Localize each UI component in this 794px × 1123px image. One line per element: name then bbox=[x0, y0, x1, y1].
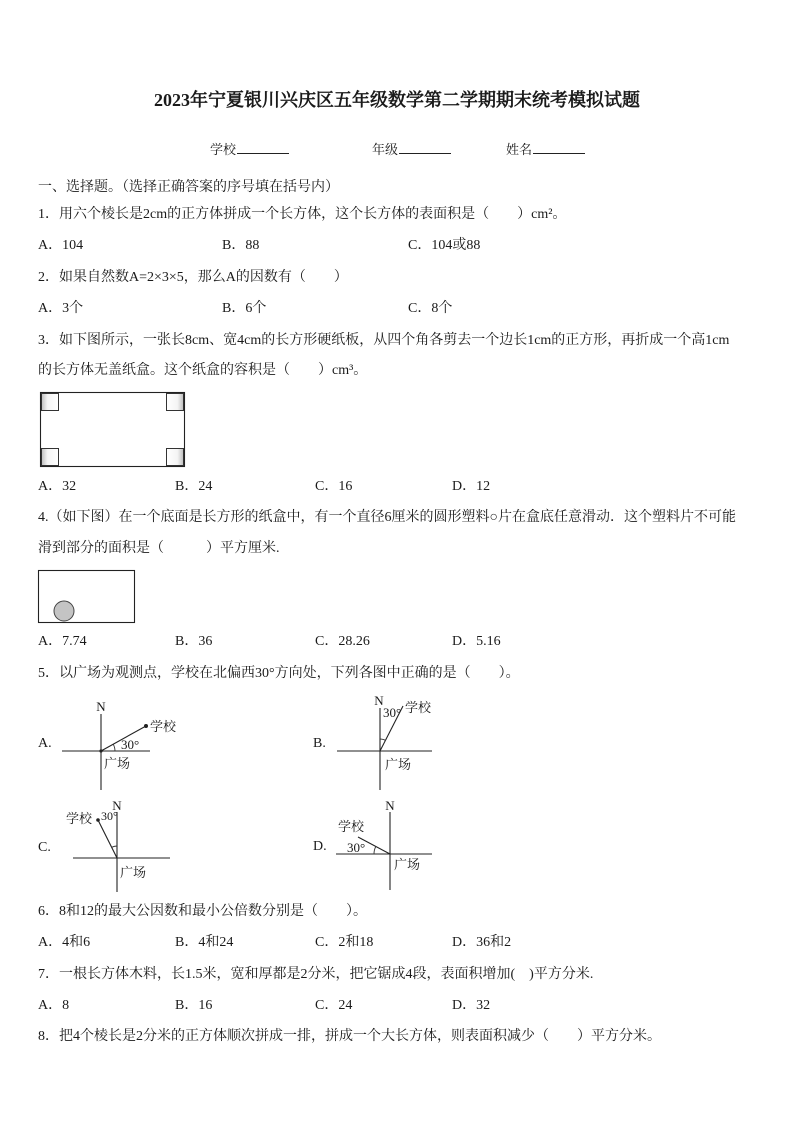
figure-d-north-label: N bbox=[385, 798, 395, 813]
question-5-figure-d bbox=[313, 798, 432, 890]
figure-c-north-label: N bbox=[112, 798, 122, 813]
figure-c-angle-label: 30° bbox=[101, 809, 118, 823]
figure-b-angle-label: 30° bbox=[383, 705, 402, 720]
figure-c-school-direction-line bbox=[98, 820, 117, 858]
box-bottom-outline bbox=[39, 571, 135, 623]
school-label: 学校 bbox=[210, 142, 237, 157]
school-blank bbox=[237, 141, 289, 154]
figure-d-angle-arc bbox=[374, 847, 376, 855]
grade-label: 年级 bbox=[372, 142, 399, 157]
grade-blank bbox=[399, 141, 451, 154]
question-4-option-a: A．7.74 bbox=[38, 634, 87, 649]
question-6-option-c: C．2和18 bbox=[315, 935, 374, 950]
question-4-option-b: B．36 bbox=[175, 634, 213, 649]
question-5-figure-b bbox=[313, 693, 432, 790]
question-3-text-line-1: 3．如下图所示，一张长8cm、宽4cm的长方形硬纸板，从四个角各剪去一个边长1cm的正方形，再折成一个高1cm bbox=[38, 333, 730, 348]
figure-b-plaza-label: 广场 bbox=[385, 757, 412, 772]
question-6-option-b: B．4和24 bbox=[175, 935, 234, 950]
figure-a-angle-label: 30° bbox=[121, 737, 140, 752]
question-2-option-c: C．8个 bbox=[408, 301, 453, 316]
question-2-text: 2．如果自然数A=2×3×5，那么A的因数有（ ） bbox=[38, 270, 348, 285]
question-6-option-a: A．4和6 bbox=[38, 935, 91, 950]
question-1-text: 1．用六个棱长是2cm的正方体拼成一个长方体，这个长方体的表面积是（ ）cm²。 bbox=[38, 207, 567, 222]
figure-b-school-direction-line bbox=[380, 706, 403, 751]
question-7-option-b: B．16 bbox=[175, 998, 213, 1013]
name-label: 姓名 bbox=[506, 142, 533, 157]
question-7-option-d: D．32 bbox=[452, 998, 491, 1013]
question-2-option-b: B．6个 bbox=[222, 301, 267, 316]
question-5-text: 5．以广场为观测点，学校在北偏西30°方向处，下列各图中正确的是（ ）。 bbox=[38, 666, 520, 681]
plastic-disc bbox=[54, 601, 74, 621]
name-blank bbox=[533, 141, 585, 154]
figure-d-option-label: D. bbox=[313, 839, 327, 854]
question-4-option-c: C．28.26 bbox=[315, 634, 370, 649]
name-field bbox=[506, 141, 585, 159]
question-3-option-d: D．12 bbox=[452, 479, 491, 494]
question-6-text: 6．8和12的最大公因数和最小公倍数分别是（ ）。 bbox=[38, 904, 367, 919]
question-3-option-c: C．16 bbox=[315, 479, 353, 494]
figure-a-plaza-label: 广场 bbox=[104, 756, 131, 771]
cut-corner-top-right bbox=[167, 394, 184, 411]
question-5-figure-a bbox=[38, 699, 177, 790]
question-6-option-d: D．36和2 bbox=[452, 935, 512, 950]
figure-b-angle-arc bbox=[380, 739, 386, 740]
figure-a-school-direction-line bbox=[101, 726, 146, 751]
cut-corner-bottom-right bbox=[167, 449, 184, 466]
section-heading: 一、选择题。（选择正确答案的序号填在括号内） bbox=[38, 180, 339, 195]
question-4-box-figure bbox=[39, 571, 135, 623]
cut-corner-bottom-left bbox=[42, 449, 59, 466]
question-1-option-a: A．104 bbox=[38, 238, 84, 253]
question-7-option-c: C．24 bbox=[315, 998, 353, 1013]
cut-corner-top-left bbox=[42, 394, 59, 411]
figure-b-school-label: 学校 bbox=[405, 700, 432, 715]
figure-a-angle-arc bbox=[113, 744, 115, 751]
question-3-cardboard-figure bbox=[41, 393, 185, 467]
school-field bbox=[210, 141, 289, 159]
question-7-text: 7．一根长方体木料，长1.5米，宽和厚都是2分米，把它锯成4段，表面积增加( )平方分米. bbox=[38, 967, 594, 982]
figure-d-school-label: 学校 bbox=[338, 819, 365, 834]
question-5-figure-c bbox=[38, 798, 170, 892]
question-3-option-a: A．32 bbox=[38, 479, 77, 494]
question-4-text-line-2: 滑到部分的面积是（ ）平方厘米. bbox=[38, 541, 280, 556]
figure-a-option-label: A. bbox=[38, 736, 52, 751]
question-1-option-c: C．104或88 bbox=[408, 238, 481, 253]
question-1-option-b: B．88 bbox=[222, 238, 260, 253]
figure-c-plaza-label: 广场 bbox=[120, 865, 147, 880]
cardboard-outline bbox=[41, 393, 185, 467]
figure-c-angle-arc bbox=[112, 846, 117, 847]
figure-b-option-label: B. bbox=[313, 736, 326, 751]
question-4-option-d: D．5.16 bbox=[452, 634, 501, 649]
figure-c-school-label: 学校 bbox=[65, 811, 92, 826]
question-3-option-b: B．24 bbox=[175, 479, 213, 494]
grade-field bbox=[372, 141, 451, 159]
figure-a-north-label: N bbox=[96, 699, 106, 714]
figure-d-plaza-label: 广场 bbox=[394, 857, 421, 872]
question-8-text: 8．把4个棱长是2分米的正方体顺次拼成一排，拼成一个大长方体，则表面积减少（ ）平方分米。 bbox=[38, 1029, 661, 1044]
question-2-option-a: A．3个 bbox=[38, 301, 84, 316]
figure-b-north-label: N bbox=[374, 693, 384, 708]
question-4-text-line-1: 4.（如下图）在一个底面是长方形的纸盒中，有一个直径6厘米的圆形塑料○片在盒底任意滑动．这个塑料片不可能 bbox=[38, 510, 736, 525]
question-7-option-a: A．8 bbox=[38, 998, 70, 1013]
question-3-text-line-2: 的长方体无盖纸盒。这个纸盒的容积是（ ）cm³。 bbox=[38, 363, 368, 378]
exam-title: 2023年宁夏银川兴庆区五年级数学第二学期期末统考模拟试题 bbox=[154, 90, 640, 110]
figure-a-school-label: 学校 bbox=[150, 719, 177, 734]
figure-a-school-point bbox=[144, 724, 148, 728]
figure-c-school-point bbox=[96, 818, 100, 822]
figure-a-origin-point bbox=[99, 749, 102, 752]
figure-d-school-direction-line bbox=[358, 837, 390, 854]
figure-d-angle-label: 30° bbox=[347, 840, 366, 855]
figure-c-option-label: C. bbox=[38, 840, 51, 855]
